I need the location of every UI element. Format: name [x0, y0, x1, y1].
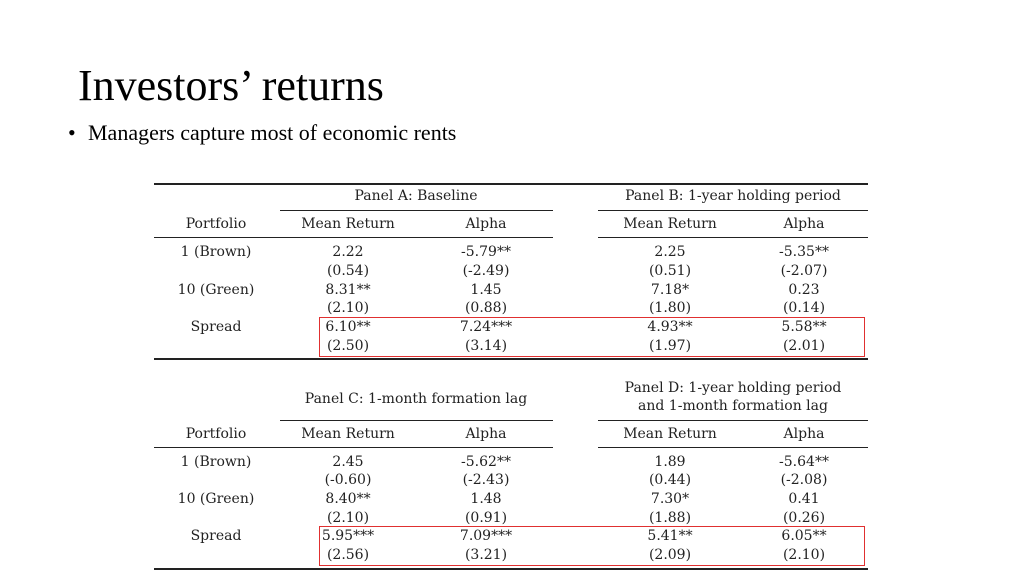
cell: (-2.07)	[780, 263, 828, 279]
row-label: 1 (Brown)	[180, 454, 252, 470]
cell: (2.01)	[782, 338, 826, 354]
cell: (0.88)	[464, 300, 508, 316]
panel-d-rule	[598, 420, 868, 421]
cell: 0.23	[788, 282, 820, 298]
cell: (-2.08)	[780, 472, 828, 488]
cell: (0.26)	[782, 510, 826, 526]
panel-b-rule	[598, 210, 868, 211]
panel-a-header: Panel A: Baseline	[354, 188, 478, 204]
cell: 7.18*	[650, 282, 690, 298]
col-mean-return-c: Mean Return	[301, 426, 395, 442]
cell: (2.09)	[648, 547, 692, 563]
row-label: 10 (Green)	[177, 491, 255, 507]
cell: 1.48	[470, 491, 502, 507]
cell: (-2.49)	[462, 263, 510, 279]
cell: (2.10)	[326, 300, 370, 316]
cell: 6.10**	[325, 319, 371, 335]
cell: (1.80)	[648, 300, 692, 316]
spread-highlight-box-bottom	[319, 526, 865, 566]
col-mean-return-d: Mean Return	[623, 426, 717, 442]
col-alpha-d: Alpha	[783, 426, 825, 442]
cell: (2.56)	[326, 547, 370, 563]
cell: 1.45	[470, 282, 502, 298]
cell: 2.45	[332, 454, 364, 470]
bullet-text: Managers capture most of economic rents	[88, 120, 457, 145]
cell: (0.51)	[648, 263, 692, 279]
cell: (3.14)	[464, 338, 508, 354]
row-label: 1 (Brown)	[180, 244, 252, 260]
cell: 5.41**	[647, 528, 693, 544]
cell: 7.09***	[459, 528, 513, 544]
cell: (0.91)	[464, 510, 508, 526]
cell: -5.79**	[461, 244, 511, 260]
cell: -5.35**	[779, 244, 829, 260]
col-mean-return-b: Mean Return	[623, 216, 717, 232]
bottom-rule	[154, 568, 868, 570]
panel-c-rule	[280, 420, 553, 421]
cell: (0.54)	[326, 263, 370, 279]
cell: (0.14)	[782, 300, 826, 316]
cell: (1.97)	[648, 338, 692, 354]
header-rule-right-bottom	[598, 447, 868, 448]
cell: 1.89	[654, 454, 686, 470]
row-label: Spread	[190, 319, 242, 335]
row-label: 10 (Green)	[177, 282, 255, 298]
cell: 2.22	[332, 244, 364, 260]
cell: (1.88)	[648, 510, 692, 526]
col-alpha-b: Alpha	[783, 216, 825, 232]
cell: (0.44)	[648, 472, 692, 488]
cell: 8.31**	[325, 282, 371, 298]
col-alpha-a: Alpha	[465, 216, 507, 232]
bullet-marker: •	[68, 120, 76, 145]
col-alpha-c: Alpha	[465, 426, 507, 442]
panel-a-rule	[280, 210, 553, 211]
cell: -5.62**	[461, 454, 511, 470]
cell: 0.41	[788, 491, 820, 507]
header-rule-left	[154, 237, 553, 238]
cell: 2.25	[654, 244, 686, 260]
col-portfolio-bottom: Portfolio	[185, 426, 247, 442]
col-mean-return-a: Mean Return	[301, 216, 395, 232]
cell: 7.24***	[459, 319, 513, 335]
cell: 6.05**	[781, 528, 827, 544]
cell: 8.40**	[325, 491, 371, 507]
col-portfolio: Portfolio	[185, 216, 247, 232]
cell: (2.10)	[782, 547, 826, 563]
cell: 7.30*	[650, 491, 690, 507]
slide-title: Investors’ returns	[78, 61, 384, 110]
header-rule-left-bottom	[154, 447, 553, 448]
cell: 4.93**	[647, 319, 693, 335]
cell: 5.95***	[321, 528, 375, 544]
cell: (-0.60)	[324, 472, 372, 488]
row-label: Spread	[190, 528, 242, 544]
spread-highlight-box-top	[319, 317, 865, 357]
cell: 5.58**	[781, 319, 827, 335]
panel-b-header: Panel B: 1-year holding period	[625, 188, 841, 204]
top-bottom-rule	[154, 358, 868, 360]
panel-c-header: Panel C: 1-month formation lag	[304, 391, 528, 407]
cell: (2.10)	[326, 510, 370, 526]
cell: (2.50)	[326, 338, 370, 354]
cell: (-2.43)	[462, 472, 510, 488]
cell: (3.21)	[464, 547, 508, 563]
header-rule-right	[598, 237, 868, 238]
panel-d-header-line1: Panel D: 1-year holding period	[624, 380, 842, 396]
top-rule	[154, 183, 868, 185]
panel-d-header-line2: and 1-month formation lag	[638, 398, 828, 414]
cell: -5.64**	[779, 454, 829, 470]
